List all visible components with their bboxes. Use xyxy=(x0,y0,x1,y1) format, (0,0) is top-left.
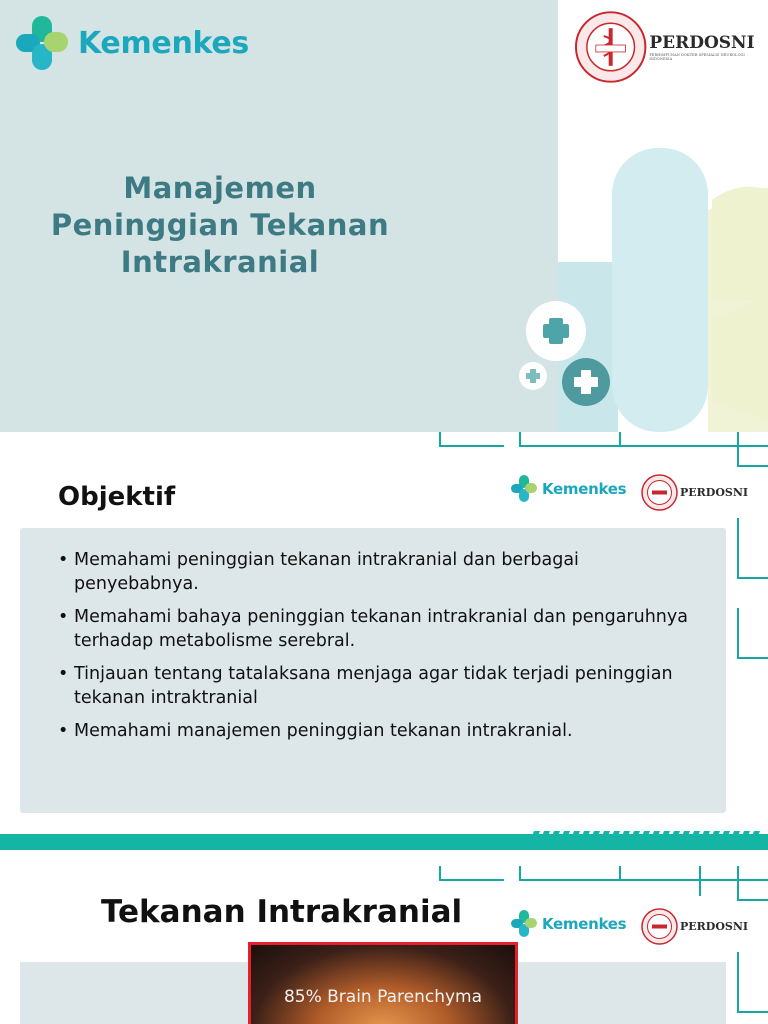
kemenkes-logo-text: Kemenkes xyxy=(542,479,627,498)
perdosni-logo xyxy=(574,10,768,84)
perdosni-name: PERDOSNI xyxy=(680,920,749,933)
slide-title-line: Manajemen xyxy=(123,171,317,205)
objectives-slide xyxy=(0,432,768,834)
kemenkes-logo xyxy=(511,910,626,937)
slide-title xyxy=(0,170,440,281)
perdosni-name: PERDOSNI xyxy=(680,486,749,499)
brain-illustration xyxy=(248,942,518,1024)
title-slide xyxy=(0,0,768,432)
perdosni-name: PERDOSNI xyxy=(649,33,755,53)
objectives-box xyxy=(20,528,726,813)
kemenkes-logo-text: Kemenkes xyxy=(542,914,627,933)
list-item-text: Memahami peninggian tekanan intrakranial dan berbagai penyebabnya. xyxy=(74,550,579,594)
slide-heading: Objektif xyxy=(58,482,176,512)
kemenkes-logo-icon xyxy=(511,475,537,502)
intracranial-pressure-slide xyxy=(0,866,768,1024)
perdosni-seal-icon xyxy=(574,10,647,84)
list-item-text: Memahami manajemen peninggian tekanan intrakranial. xyxy=(74,721,573,741)
kemenkes-logo-icon xyxy=(511,910,537,937)
list-item-text: Memahami bahaya peninggian tekanan intrakranial dan pengaruhnya terhadap metabolisme serebral. xyxy=(74,607,688,651)
list-item xyxy=(58,548,708,596)
bullet-icon: • xyxy=(58,721,69,741)
slide-title-line: Peninggian Tekanan xyxy=(50,208,390,242)
kemenkes-logo-text: Kemenkes xyxy=(78,25,249,61)
kemenkes-logo xyxy=(511,475,626,502)
list-item xyxy=(58,662,708,710)
slide-heading: Tekanan Intrakranial xyxy=(101,894,463,930)
objectives-list xyxy=(58,548,708,752)
bullet-icon: • xyxy=(58,550,69,570)
perdosni-logo xyxy=(641,908,748,945)
slide-gap xyxy=(0,850,768,866)
slide-divider-band xyxy=(0,834,768,850)
kemenkes-logo-icon xyxy=(16,16,68,70)
list-item xyxy=(58,719,708,743)
image-caption: 85% Brain Parenchyma xyxy=(283,987,483,1007)
list-item-text: Tinjauan tentang tatalaksana menjaga agar tidak terjadi peninggian tekanan intraktranial xyxy=(74,664,673,708)
perdosni-seal-icon xyxy=(641,908,678,945)
list-item xyxy=(58,605,708,653)
bullet-icon: • xyxy=(58,607,69,627)
bullet-icon: • xyxy=(58,664,69,684)
perdosni-seal-icon xyxy=(641,474,678,511)
kemenkes-logo xyxy=(16,16,249,70)
perdosni-subtitle: PERHIMPUNAN DOKTER SPESIALIS NEUROLOGI INDONESIA xyxy=(649,53,745,61)
perdosni-logo xyxy=(641,474,748,511)
slide-title-line: Intrakranial xyxy=(120,245,320,279)
